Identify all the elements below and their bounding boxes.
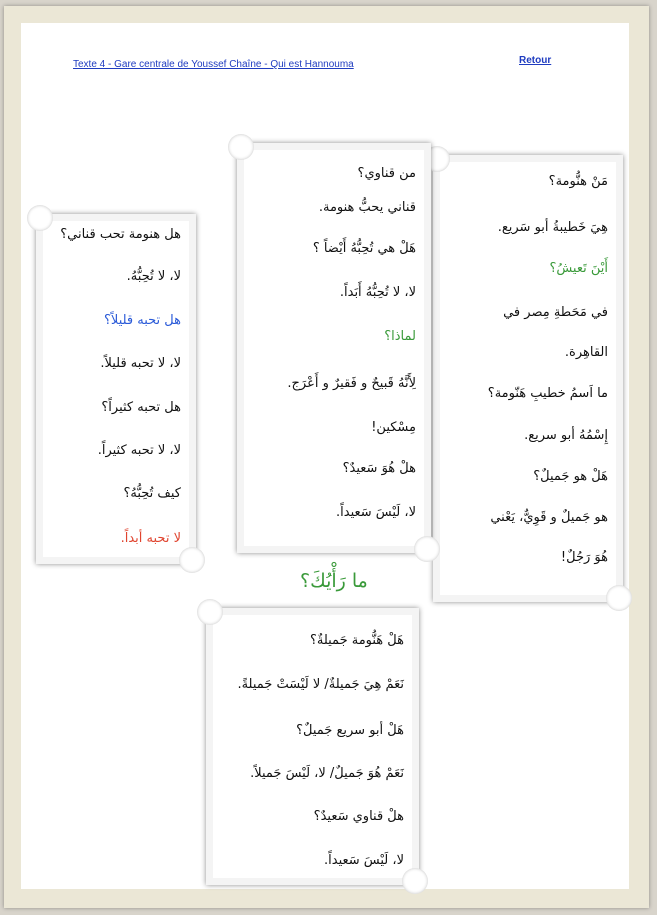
card-right-line: هو جَميلٌ و قَوِيٌّ، يَعْني	[490, 510, 608, 525]
card-middle-line: قناني يحبُّ هنومة.	[318, 200, 416, 215]
card-left-line: لا، لا تُحِبُّهُ.	[126, 269, 181, 284]
card-middle	[237, 143, 431, 553]
card-middle-line: من قناوي؟	[357, 166, 416, 181]
card-right-line: في مَحَطةِ مِصر في	[503, 305, 608, 320]
opinion-title: ما رَأْيُكَ؟	[300, 570, 368, 592]
card-right-line: هِيَ خَطيبةُ أبو سَريع.	[497, 220, 608, 235]
card-right-line: أَيْنَ تَعيشُ؟	[549, 261, 608, 276]
card-middle-line: لِأَنَّهُ قَبيحٌ و فَقيرٌ و أَعْرَج.	[287, 376, 416, 391]
card-right	[433, 155, 623, 602]
card-left-line: لا، لا تحبه كثيراً.	[97, 443, 181, 458]
card-left-line: هل تحبه كثيراً؟	[101, 400, 181, 415]
card-left-line: هل هنومة تحب قناني؟	[60, 227, 181, 242]
card-bottom-line: نَعَمْ هِيَ جَميلةٌ/ لا لَيْسَتْ جَميلةً.	[237, 677, 404, 692]
card-left-line: كيف تُحِبُّهُ؟	[123, 486, 181, 501]
card-right-line: هَلْ هو جَميلٌ؟	[533, 469, 608, 484]
card-bottom-line: نَعَمْ هُوَ جَميلٌ/ لا، لَيْسَ جَميلاً.	[250, 766, 404, 781]
card-left-line: هل تحبه قليلاً؟	[104, 313, 181, 328]
back-link[interactable]: Retour	[519, 55, 552, 66]
card-left-line: لا، لا تحبه قليلاً.	[100, 356, 181, 371]
card-middle-line: هلْ هُوَ سَعيدٌ؟	[342, 461, 416, 476]
card-middle-line: لا، لا تُحِبُّهُ أَبَداً.	[339, 285, 416, 300]
card-bottom-line: هلْ قناوي سَعيدٌ؟	[313, 809, 404, 824]
card-middle-line: هَلْ هي تُحِبُّهُ أَيْضاً ؟	[312, 241, 416, 256]
card-right-line: مَنْ هنُّومة؟	[548, 174, 608, 189]
card-left-line: لا تحبه أبداً.	[120, 531, 181, 546]
card-middle-line: لا، لَيْسَ سَعيداً.	[336, 505, 416, 520]
card-bottom-line: لا، لَيْسَ سَعيداً.	[324, 853, 404, 868]
card-right-line: القاهِرة.	[564, 345, 608, 360]
card-right-line: هُوَ رَجُلٌ!	[560, 550, 608, 565]
card-left	[36, 214, 196, 564]
card-bottom	[206, 608, 419, 885]
card-right-line: ما اَسمُ خطيبِ هَنّومة؟	[487, 386, 608, 401]
text-title-link[interactable]: Texte 4 - Gare centrale de Youssef Chaîne - Qui est Hannouma	[73, 59, 354, 70]
card-middle-line: لماذا؟	[384, 329, 416, 344]
card-right-line: إِسْمُهُ أبو سريع.	[524, 428, 608, 443]
card-bottom-line: هَلْ هَنُّومة جَميلةٌ؟	[309, 633, 404, 648]
card-middle-line: مِسْكين!	[371, 420, 416, 435]
card-bottom-line: هَلْ أبو سريع جَميلٌ؟	[296, 723, 404, 738]
